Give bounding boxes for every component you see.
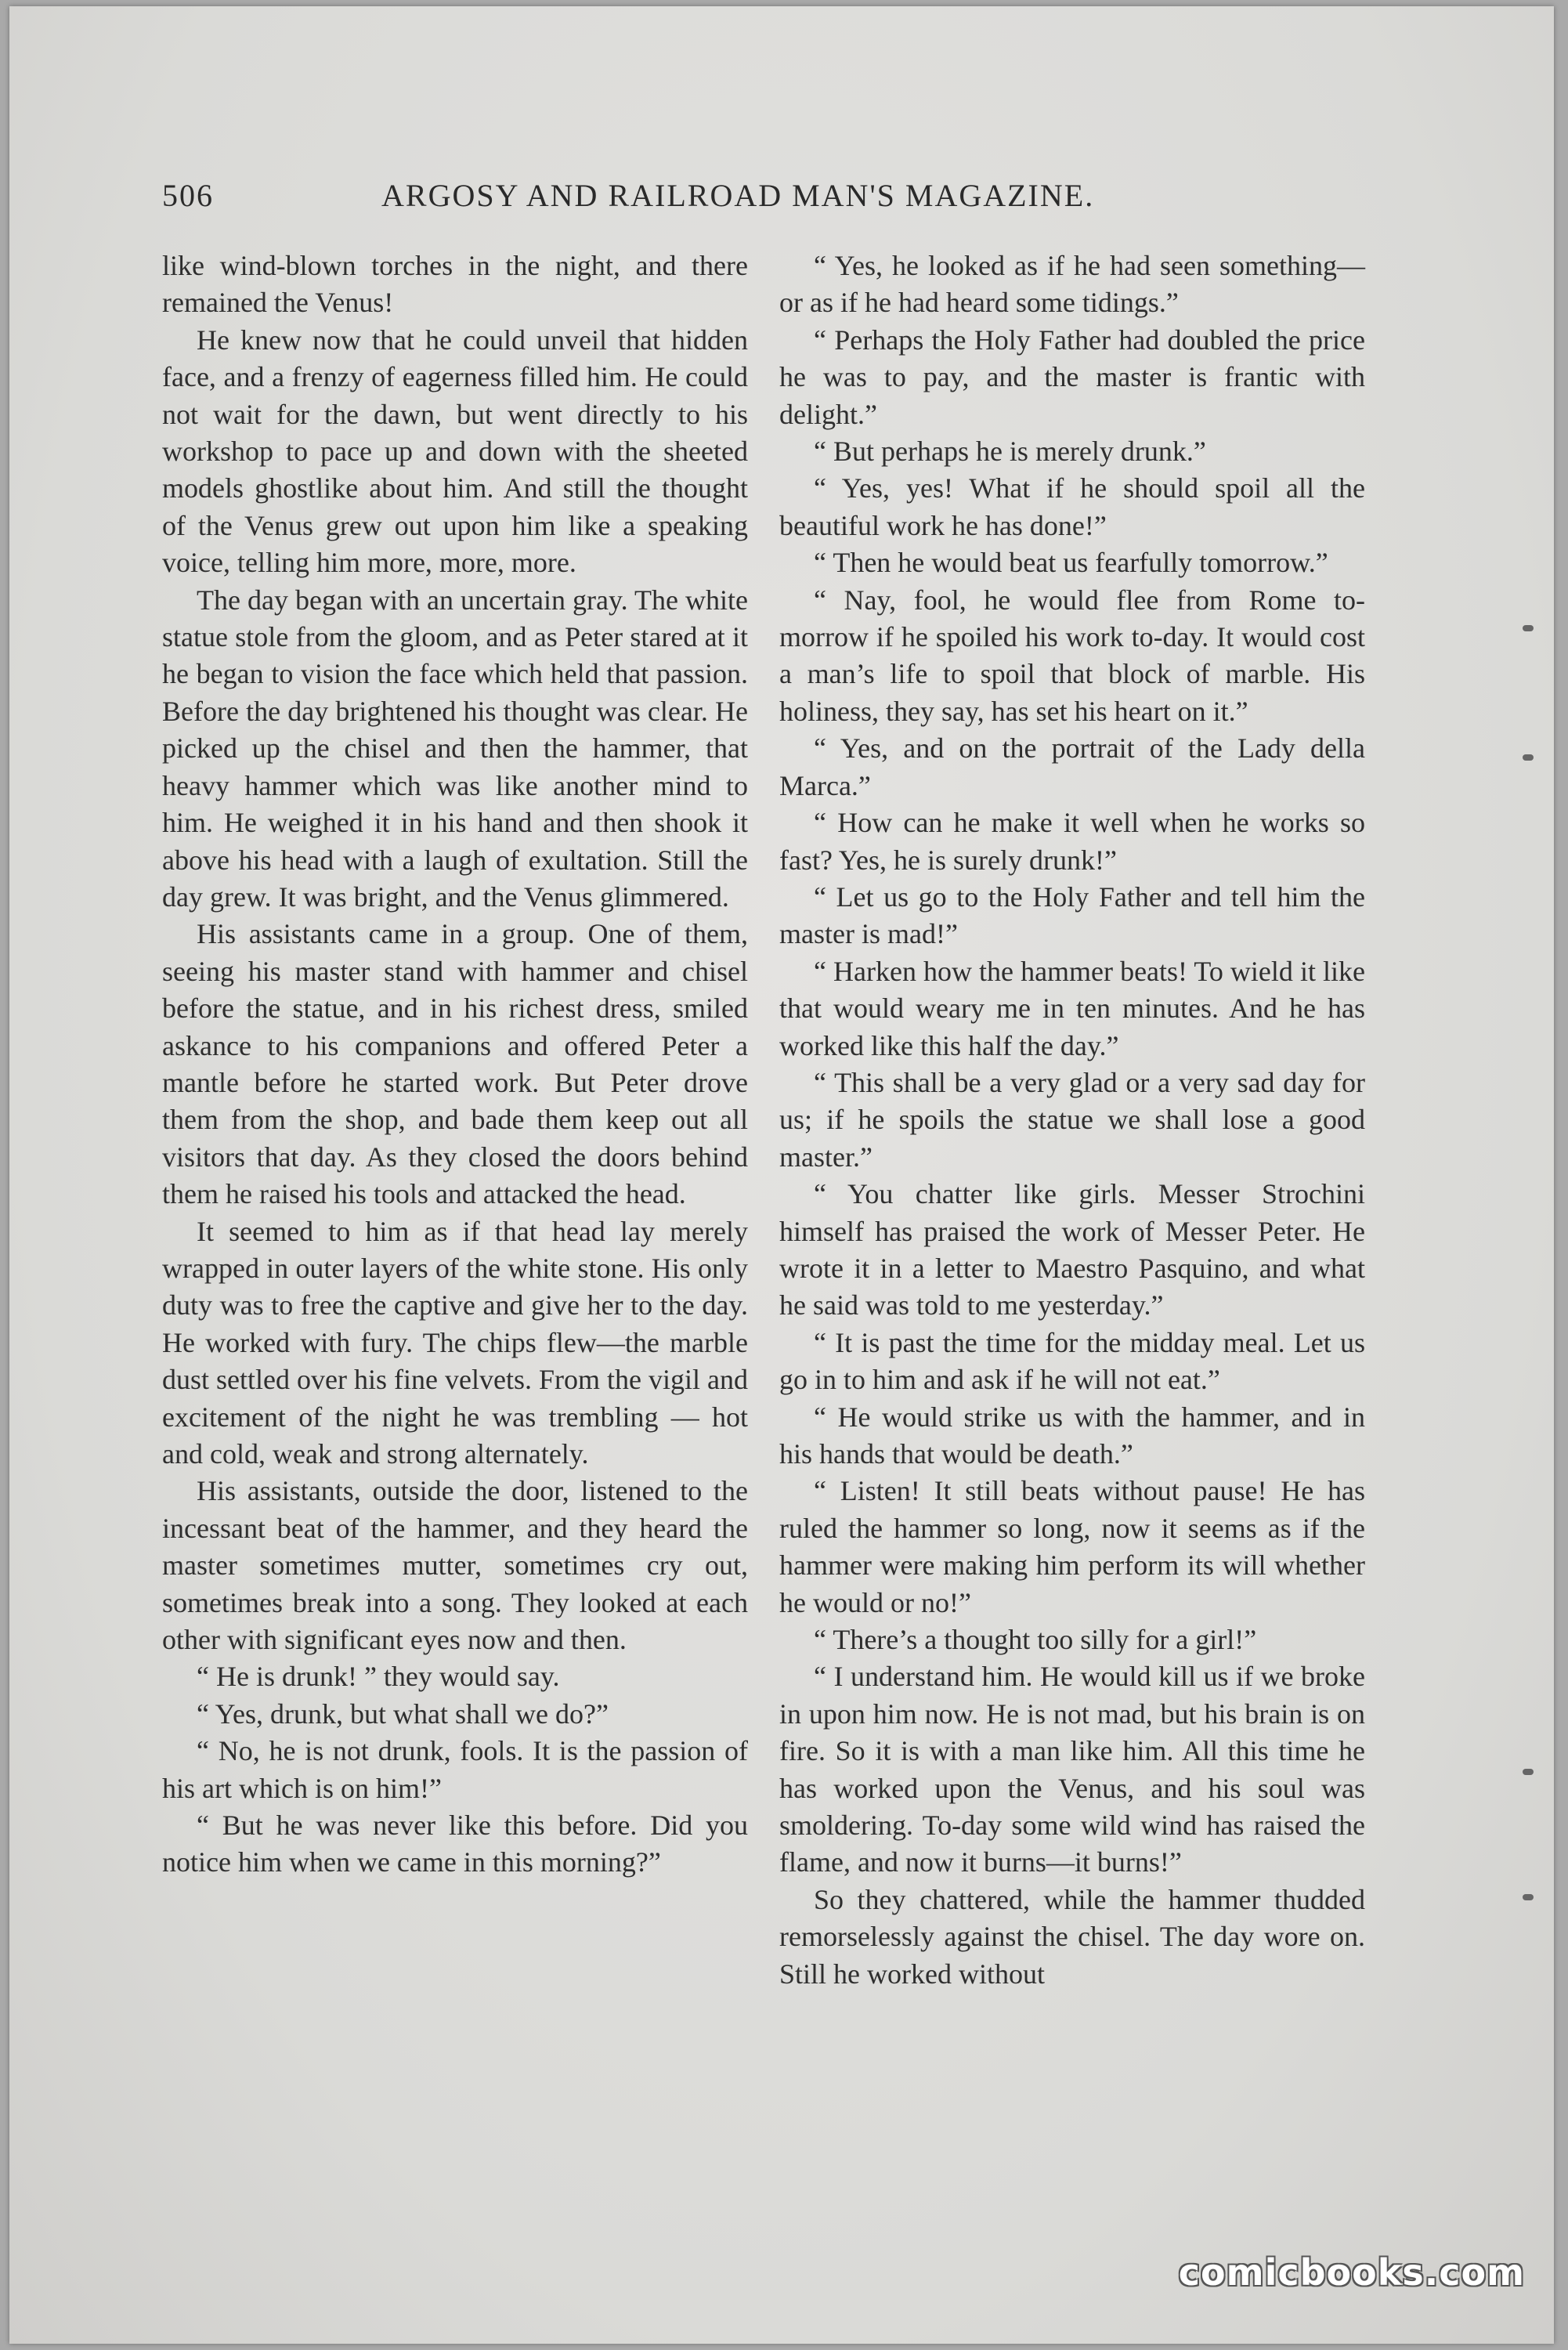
staple-hole-mark bbox=[1523, 754, 1534, 761]
paragraph: “ He would strike us with the hammer, and in his hands that would be death.” bbox=[779, 1401, 1365, 1470]
paragraph: “ Let us go to the Holy Father and tell him the master is mad!” bbox=[779, 880, 1365, 950]
paragraph: “ How can he make it well when he works so fast? Yes, he is surely drunk!” bbox=[779, 807, 1365, 876]
paragraph: He knew now that he could unveil that hidden face, and a frenzy of eagerness filled him. He could not wait for the dawn, but went directly to his workshop to pace up and down with the sheeted models ghostlike about him. And still the thought of the Venus grew out upon him like a speaking voice, telling him more, more, more. bbox=[162, 324, 748, 579]
left-column bbox=[162, 248, 748, 1882]
paragraph: “ He is drunk! ” they would say. bbox=[197, 1661, 560, 1693]
staple-hole-mark bbox=[1523, 625, 1534, 631]
page-number: 506 bbox=[162, 178, 214, 213]
staple-hole-mark bbox=[1523, 1894, 1534, 1900]
paragraph: “ Yes, and on the portrait of the Lady della Marca.” bbox=[779, 732, 1365, 801]
paragraph: “ There’s a thought too silly for a girl!” bbox=[814, 1624, 1257, 1656]
running-title: ARGOSY AND RAILROAD MAN'S MAGAZINE. bbox=[381, 178, 1095, 213]
paragraph: “ Yes, he looked as if he had seen something—or as if he had heard some tidings.” bbox=[779, 250, 1365, 319]
paragraph: “ But perhaps he is merely drunk.” bbox=[814, 436, 1206, 468]
paragraph: “ Listen! It still beats without pause! He has ruled the hammer so long, now it seems as if the hammer were making him perform its will whether he would or no!” bbox=[779, 1475, 1365, 1618]
paragraph: “ Perhaps the Holy Father had doubled the price he was to pay, and the master is frantic with delight.” bbox=[779, 324, 1365, 430]
paragraph: “ I understand him. He would kill us if we broke in upon him now. He is not mad, but his brain is on fire. So it is with a man like him. All this time he has worked upon the Venus, and his soul was smoldering. To-day some wild wind has raised the flame, and now it burns—it burns!” bbox=[779, 1661, 1365, 1878]
right-column bbox=[779, 248, 1365, 1993]
paragraph: “ You chatter like girls. Messer Strochini himself has praised the work of Messer Peter. He wrote it in a letter to Maestro Pasquino, and what he said was told to me yesterday.” bbox=[779, 1178, 1365, 1321]
paragraph: “ But he was never like this before. Did you notice him when we came in this morning?” bbox=[162, 1810, 748, 1878]
magazine-page bbox=[9, 6, 1554, 2344]
paragraph: His assistants came in a group. One of them, seeing his master stand with hammer and chisel before the statue, and in his richest dress, smiled askance to his companions and offered Peter a mantle before he started work. But Peter drove them from the shop, and bade them keep out all visitors that day. As they closed the doors behind them he raised his tools and attacked the head. bbox=[162, 918, 748, 1210]
paragraph: “ Harken how the hammer beats! To wield it like that would weary me in ten minutes. And he has worked like this half the day.” bbox=[779, 955, 1365, 1061]
paragraph: “ Nay, fool, he would flee from Rome to-morrow if he spoiled his work to-day. It would cost a man’s life to spoil that block of marble. His holiness, they say, has set his heart on it.” bbox=[779, 584, 1365, 727]
paragraph: It seemed to him as if that head lay merely wrapped in outer layers of the white stone. His only duty was to free the captive and give her to the day. He worked with fury. The chips flew—the marble dust settled over his fine velvets. From the vigil and excitement of the night he was trembling — hot and cold, weak and strong alternately. bbox=[162, 1215, 748, 1470]
paragraph: like wind-blown torches in the night, and there remained the Venus! bbox=[162, 250, 748, 319]
paragraph: So they chattered, while the hammer thudded remorselessly against the chisel. The day wore on. Still he worked without bbox=[779, 1883, 1365, 1990]
paragraph: “ It is past the time for the midday meal. Let us go in to him and ask if he will not eat.” bbox=[779, 1326, 1365, 1396]
paragraph: “ Then he would beat us fearfully tomorrow.” bbox=[814, 547, 1328, 579]
staple-hole-mark bbox=[1523, 1769, 1534, 1775]
paragraph: “ Yes, yes! What if he should spoil all the beautiful work he has done!” bbox=[779, 472, 1365, 541]
paragraph: The day began with an uncertain gray. The white statue stole from the gloom, and as Peter stared at it he began to vision the face which held that passion. Before the day brightened his thought was clear. He picked up the chisel and then the hammer, that heavy hammer which was like another mind to him. He weighed it in his hand and then shook it above his head with a laugh of exultation. Still the day grew. It was bright, and the Venus glimmered. bbox=[162, 584, 748, 913]
watermark-logo: comicbooks.com bbox=[1178, 2251, 1525, 2294]
paragraph: His assistants, outside the door, listened to the incessant beat of the hammer, and they heard the master sometimes mutter, sometimes cry out, sometimes break into a song. They looked at each other with significant eyes now and then. bbox=[162, 1475, 748, 1656]
paragraph: “ No, he is not drunk, fools. It is the passion of his art which is on him!” bbox=[162, 1735, 748, 1804]
paragraph: “ This shall be a very glad or a very sad day for us; if he spoils the statue we shall lose a good master.” bbox=[779, 1066, 1365, 1173]
paragraph: “ Yes, drunk, but what shall we do?” bbox=[197, 1697, 609, 1730]
